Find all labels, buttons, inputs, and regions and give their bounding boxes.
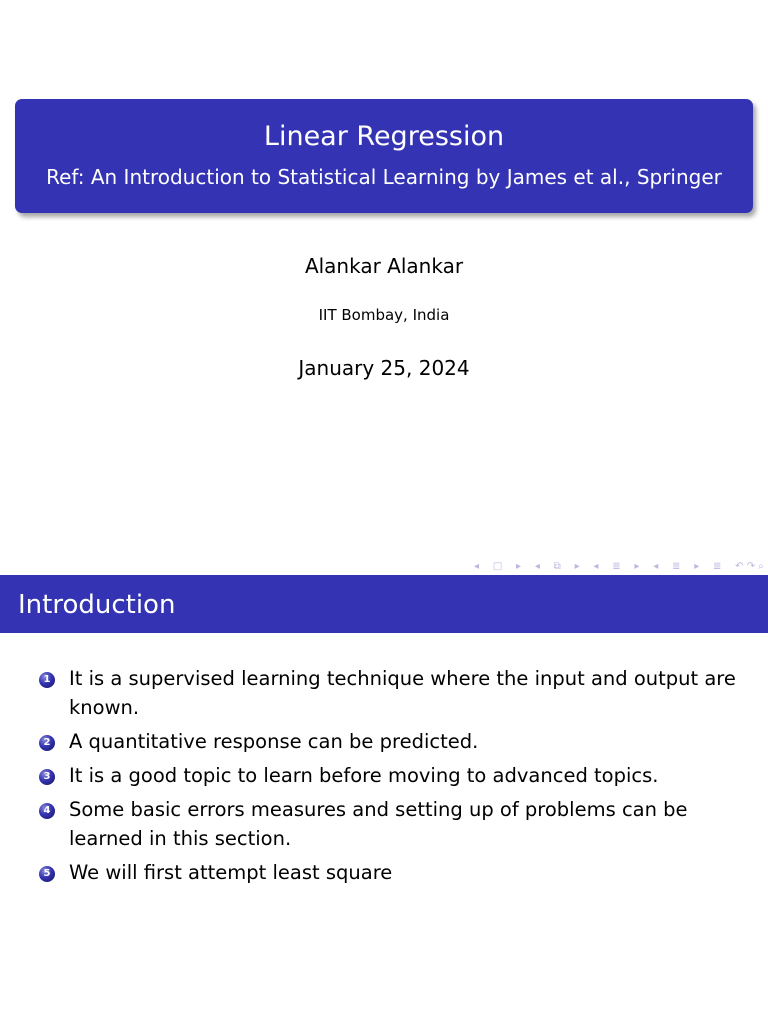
list-item-text: A quantitative response can be predicted.: [69, 730, 479, 753]
presentation-date: January 25, 2024: [298, 356, 470, 380]
next-frame-icon[interactable]: ▸: [516, 561, 522, 572]
enumerated-list: [0, 664, 768, 892]
presentation-subtitle: Ref: An Introduction to Statistical Learning by James et al., Springer: [46, 165, 722, 189]
next-subsection-nav-icon[interactable]: ▸: [694, 561, 700, 572]
prev-frame-icon[interactable]: ◂: [474, 561, 480, 572]
title-block: [15, 99, 753, 213]
prev-subsection-nav-icon[interactable]: ◂: [653, 561, 659, 572]
list-item: [0, 858, 768, 887]
enum-ball-icon: 2: [39, 735, 55, 751]
list-item-text: Some basic errors measures and setting up of problems can be learned in this section.: [69, 798, 688, 850]
enum-ball-icon: 5: [39, 866, 55, 882]
beamer-navigation-symbols: [474, 559, 764, 575]
list-item-text: We will first attempt least square: [69, 861, 393, 884]
list-item: [0, 664, 768, 722]
next-subsection-icon[interactable]: ▸: [574, 561, 580, 572]
frame-title: Introduction: [18, 590, 176, 620]
back-forward-search-icon[interactable]: ↶ ↷ ⌕: [735, 561, 764, 572]
subsection-nav-icon[interactable]: ≣: [672, 561, 681, 572]
frame-icon[interactable]: □: [492, 561, 503, 572]
list-item: [0, 761, 768, 790]
list-item: [0, 727, 768, 756]
prev-section-icon[interactable]: ◂: [593, 561, 599, 572]
enum-ball-icon: 3: [39, 769, 55, 785]
institute: IIT Bombay, India: [318, 306, 450, 324]
list-item-text: It is a good topic to learn before moving to advanced topics.: [69, 764, 659, 787]
enum-ball-icon: 1: [39, 672, 55, 688]
subsection-icon[interactable]: ⧉: [553, 561, 561, 572]
section-icon[interactable]: ≣: [612, 561, 621, 572]
presentation-title: Linear Regression: [263, 121, 505, 152]
introduction-slide: [0, 575, 768, 1024]
document-icon[interactable]: ≣: [713, 561, 722, 572]
author-name: Alankar Alankar: [304, 254, 464, 278]
next-section-icon[interactable]: ▸: [634, 561, 640, 572]
list-item: [0, 795, 768, 853]
frame-title-bar: [0, 575, 768, 633]
enum-ball-icon: 4: [39, 803, 55, 819]
list-item-text: It is a supervised learning technique where the input and output are known.: [69, 667, 736, 719]
prev-subsection-icon[interactable]: ◂: [534, 561, 540, 572]
